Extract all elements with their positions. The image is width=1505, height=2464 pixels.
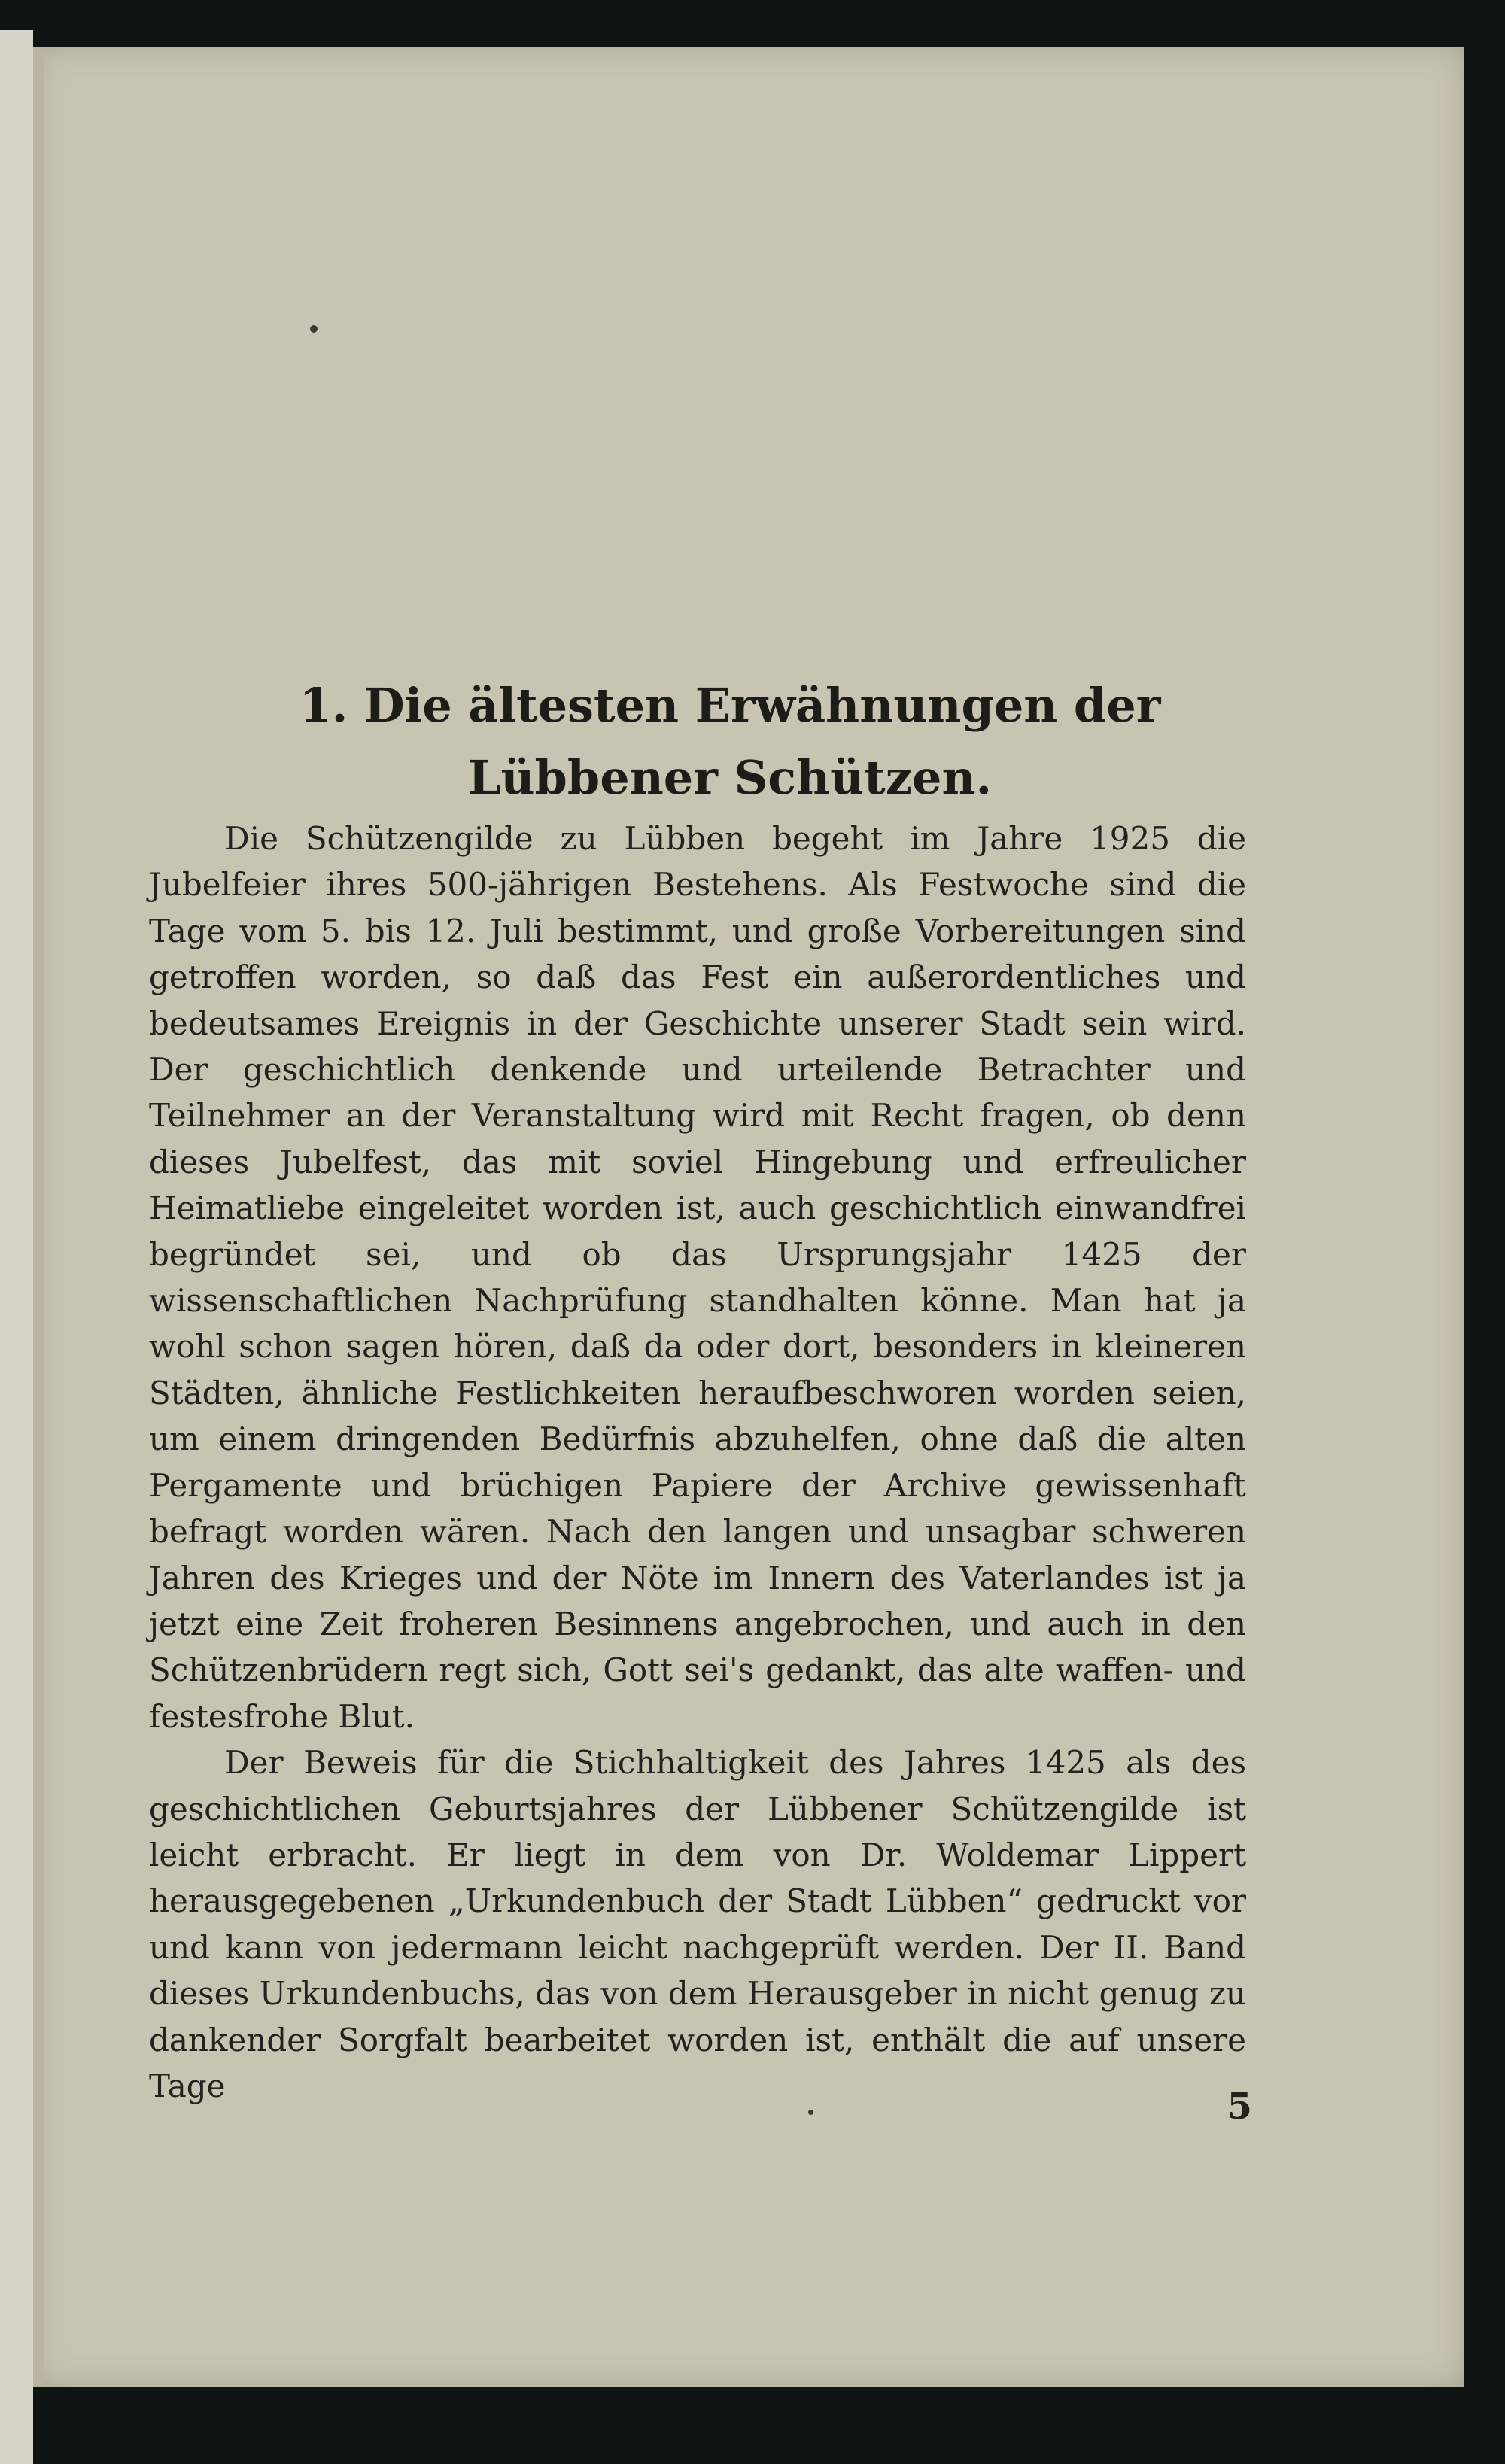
page-gutter-shadow bbox=[33, 47, 44, 2387]
paragraph-1: Die Schützengilde zu Lübben begeht im Jahre 1925 die Jubelfeier ihres 500-jährigen Bestehens. Als Festwoche sind die Tage vom 5. bis 12. Juli bestimmt, und große Vorbereitungen sind getroffen worden, so daß das Fest ein außerordentliches und bedeutsames Ereignis in der Geschichte unserer Stadt sein wird. Der geschichtlich denkende und urteilende Betrachter und Teilnehmer an der Veranstaltung wird mit Recht fragen, ob denn dieses Jubelfest, das mit soviel Hingebung und erfreulicher Heimatliebe eingeleitet worden ist, auch geschichtlich einwandfrei begründet sei, und ob das Ursprungsjahr 1425 der wissenschaftlichen Nachprüfung standhalten könne. Man hat ja wohl schon sagen hören, daß da oder dort, besonders in kleineren Städten, ähnliche Festlichkeiten heraufbeschworen worden seien, um einem dringenden Bedürfnis abzuhelfen, ohne daß die alten Pergamente und brüchigen Papiere der Archive gewissenhaft befragt worden wären. Nach den langen und unsagbar schweren Jahren des Krieges und der Nöte im Innern des Vaterlandes ist ja jetzt eine Zeit froheren Besinnens angebrochen, und auch in den Schützenbrüdern regt sich, Gott sei's gedankt, das alte waffen- und festesfrohe Blut. bbox=[149, 820, 1246, 1735]
paragraph-2: Der Beweis für die Stichhaltigkeit des Jahres 1425 als des geschichtlichen Geburtsjahres der Lübbener Schützengilde ist leicht erbracht. Er liegt in dem von Dr. Woldemar Lippert herausgegebenen „Urkundenbuch der Stadt Lübben“ gedruckt vor und kann von jedermann leicht nachgeprüft werden. Der II. Band dieses Urkundenbuchs, das von dem Herausgeber in nicht genug zu dankender Sorgfalt bearbeitet worden ist, enthält die auf unsere Tage bbox=[149, 1744, 1246, 2104]
paper-speck bbox=[808, 2110, 813, 2115]
adjacent-page-edge bbox=[0, 30, 33, 2464]
body-text bbox=[149, 816, 1246, 2109]
page-number: 5 bbox=[1227, 2086, 1252, 2128]
paper-speck bbox=[310, 325, 318, 333]
chapter-heading: 1. Die ältesten Erwähnungen der Lübbener Schützen. bbox=[299, 678, 1161, 805]
